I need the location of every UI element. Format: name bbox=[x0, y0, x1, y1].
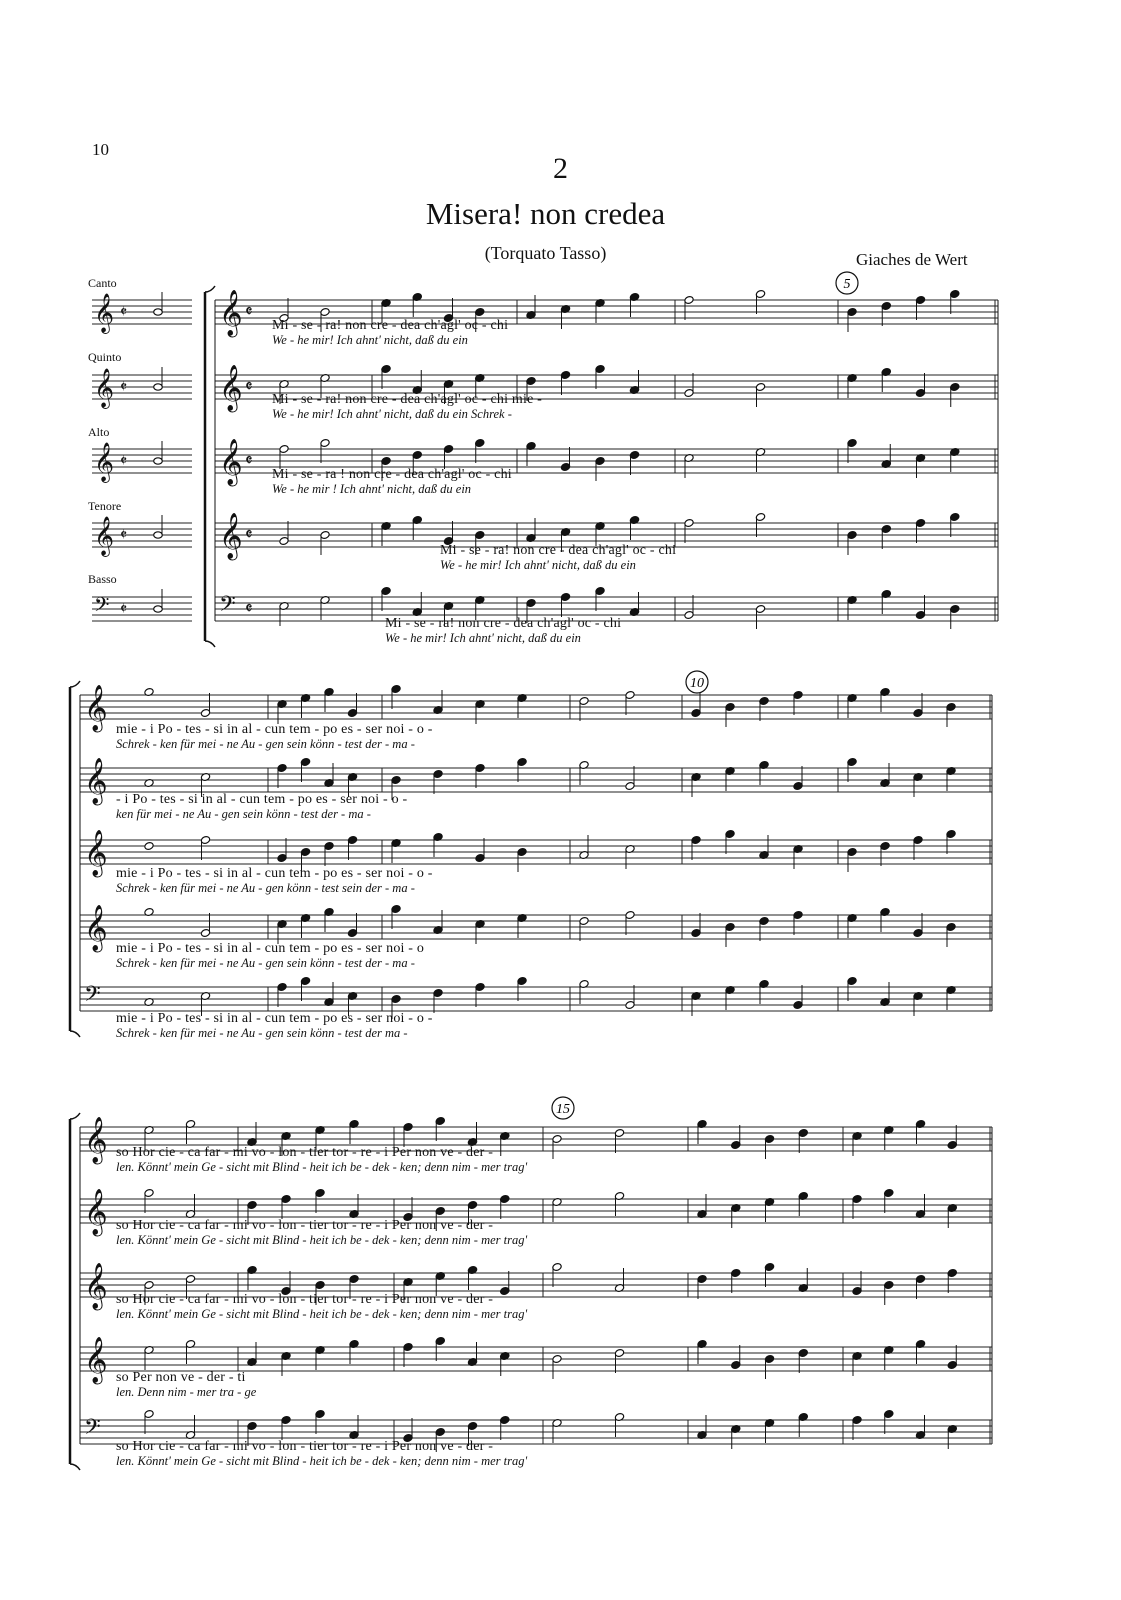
lyric-line-italian: - i Po - tes - si in al - cun tem - po es - ser noi - o - bbox=[116, 792, 408, 807]
poet-credit: (Torquato Tasso) bbox=[484, 243, 607, 263]
common-time-icon: 𝄵 bbox=[120, 599, 128, 618]
lyric-line-german: Schrek - ken für mei - ne Au - gen sein könn - test der ma - bbox=[116, 1026, 408, 1040]
page-number: 10 bbox=[92, 140, 109, 159]
lyric-line-german: len. Denn nim - mer tra - ge bbox=[116, 1385, 257, 1399]
lyric-line-german: ken für mei - ne Au - gen sein könn - test der - ma - bbox=[116, 807, 371, 821]
voice-name-quinto: Quinto bbox=[88, 350, 122, 364]
lyric-line-italian: so Hor cie - ca far - mi vo - lon - tier tor - re - i Per non ve - der - bbox=[116, 1439, 494, 1454]
voice-name-basso: Basso bbox=[88, 572, 117, 586]
bass-clef-icon: 𝄢 bbox=[219, 592, 236, 622]
treble-clef-icon: 𝄞 bbox=[94, 516, 115, 556]
lyric-line-german: Schrek - ken für mei - ne Au - gen könn - test sein der - ma - bbox=[116, 881, 415, 895]
treble-clef-icon: 𝄞 bbox=[219, 365, 243, 411]
composer-credit: Giaches de Wert bbox=[856, 250, 968, 269]
treble-clef-icon: 𝄞 bbox=[84, 1337, 108, 1383]
common-time-icon: 𝄵 bbox=[120, 451, 128, 470]
note-head bbox=[154, 458, 163, 464]
lyric-line-italian: mie - i Po - tes - si in al - cun tem - po es - ser noi - o bbox=[116, 941, 425, 956]
lyric-line-italian: Mi - se - ra! non cre - dea ch'agl' oc - chi bbox=[385, 616, 622, 631]
common-time-icon: 𝄵 bbox=[120, 525, 128, 544]
common-time-icon: 𝄵 bbox=[245, 377, 253, 397]
lyric-line-german: len. Könnt' mein Ge - sicht mit Blind - heit ich be - dek - ken; denn nim - mer trag' bbox=[116, 1307, 528, 1321]
lyric-line-italian: mie - i Po - tes - si in al - cun tem - po es - ser noi - o - bbox=[116, 722, 433, 737]
common-time-icon: 𝄵 bbox=[245, 599, 253, 619]
treble-clef-icon: 𝄞 bbox=[84, 830, 108, 876]
bass-clef-icon: 𝄢 bbox=[84, 1415, 101, 1445]
lyric-line-german: Schrek - ken für mei - ne Au - gen sein könn - test der - ma - bbox=[116, 956, 415, 970]
lyric-line-german: len. Könnt' mein Ge - sicht mit Blind - heit ich be - dek - ken; denn nim - mer trag' bbox=[116, 1233, 528, 1247]
lyric-line-german: len. Könnt' mein Ge - sicht mit Blind - heit ich be - dek - ken; denn nim - mer trag' bbox=[116, 1160, 528, 1174]
note-head bbox=[154, 532, 163, 538]
lyric-line-german: We - he mir! Ich ahnt' nicht, daß du ein Schrek - bbox=[272, 407, 512, 421]
voice-name-tenore: Tenore bbox=[88, 499, 122, 513]
lyric-line-italian: so Hor cie - ca far - mi vo - lon - tier tor - re - i Per non ve - der - bbox=[116, 1292, 494, 1307]
treble-clef-icon: 𝄞 bbox=[94, 293, 115, 333]
section-number: 2 bbox=[553, 152, 568, 185]
lyric-line-italian: mie - i Po - tes - si in al - cun tem - po es - ser noi - o - bbox=[116, 866, 433, 881]
voice-name-alto: Alto bbox=[88, 425, 110, 439]
treble-clef-icon: 𝄞 bbox=[84, 1117, 108, 1163]
lyric-line-italian: Mi - se - ra! non cre - dea ch'agl' oc - chi bbox=[440, 543, 677, 558]
bracket-hook bbox=[205, 286, 215, 647]
treble-clef-icon: 𝄞 bbox=[84, 1189, 108, 1235]
treble-clef-icon: 𝄞 bbox=[219, 290, 243, 336]
common-time-icon: 𝄵 bbox=[245, 525, 253, 545]
lyric-line-italian: Mi - se - ra ! non cre - dea ch'agl' oc - chi bbox=[272, 467, 512, 482]
treble-clef-icon: 𝄞 bbox=[84, 758, 108, 804]
treble-clef-icon: 𝄞 bbox=[84, 1263, 108, 1309]
lyric-line-italian: Mi - se - ra! non cre - dea ch'agl' oc - chi mie - bbox=[272, 392, 543, 407]
lyric-line-german: Schrek - ken für mei - ne Au - gen sein könn - test der - ma - bbox=[116, 737, 415, 751]
bracket-hook bbox=[70, 681, 80, 1037]
note-head bbox=[154, 384, 163, 390]
measure-marker-number: 15 bbox=[556, 1102, 570, 1117]
voice-name-canto: Canto bbox=[88, 276, 117, 290]
lyric-line-italian: so Hor cie - ca far - mi vo - lon - tier tor - re - i Per non ve - der - bbox=[116, 1218, 494, 1233]
lyric-line-italian: mie - i Po - tes - si in al - cun tem - po es - ser noi - o - bbox=[116, 1011, 433, 1026]
common-time-icon: 𝄵 bbox=[245, 302, 253, 322]
lyric-line-italian: so Hor cie - ca far - mi vo - lon - tier tor - re - i Per non ve - der - bbox=[116, 1145, 494, 1160]
bracket-hook bbox=[70, 1113, 80, 1470]
note-head bbox=[154, 309, 163, 315]
piece-title: Misera! non credea bbox=[425, 196, 666, 231]
note-head bbox=[144, 842, 154, 851]
common-time-icon: 𝄵 bbox=[245, 451, 253, 471]
measure-marker-number: 5 bbox=[843, 277, 851, 292]
treble-clef-icon: 𝄞 bbox=[219, 439, 243, 485]
bass-clef-icon: 𝄢 bbox=[84, 982, 101, 1012]
lyric-line-italian: Mi - se - ra! non cre - dea ch'agl' oc - chi bbox=[272, 318, 509, 333]
lyric-line-german: len. Könnt' mein Ge - sicht mit Blind - heit ich be - dek - ken; denn nim - mer trag' bbox=[116, 1454, 528, 1468]
bass-clef-icon: 𝄢 bbox=[94, 593, 110, 621]
treble-clef-icon: 𝄞 bbox=[84, 685, 108, 731]
treble-clef-icon: 𝄞 bbox=[219, 513, 243, 559]
lyric-line-italian: so Per non ve - der - ti bbox=[116, 1370, 246, 1385]
treble-clef-icon: 𝄞 bbox=[94, 442, 115, 482]
common-time-icon: 𝄵 bbox=[120, 302, 128, 321]
note-head bbox=[154, 606, 163, 612]
lyric-line-german: We - he mir ! Ich ahnt' nicht, daß du ein bbox=[272, 482, 472, 496]
lyric-line-german: We - he mir! Ich ahnt' nicht, daß du ein bbox=[385, 631, 581, 645]
treble-clef-icon: 𝄞 bbox=[84, 905, 108, 951]
treble-clef-icon: 𝄞 bbox=[94, 368, 115, 408]
lyric-line-german: We - he mir! Ich ahnt' nicht, daß du ein bbox=[272, 333, 468, 347]
common-time-icon: 𝄵 bbox=[120, 377, 128, 396]
measure-marker-number: 10 bbox=[690, 676, 704, 691]
lyric-line-german: We - he mir! Ich ahnt' nicht, daß du ein bbox=[440, 558, 636, 572]
